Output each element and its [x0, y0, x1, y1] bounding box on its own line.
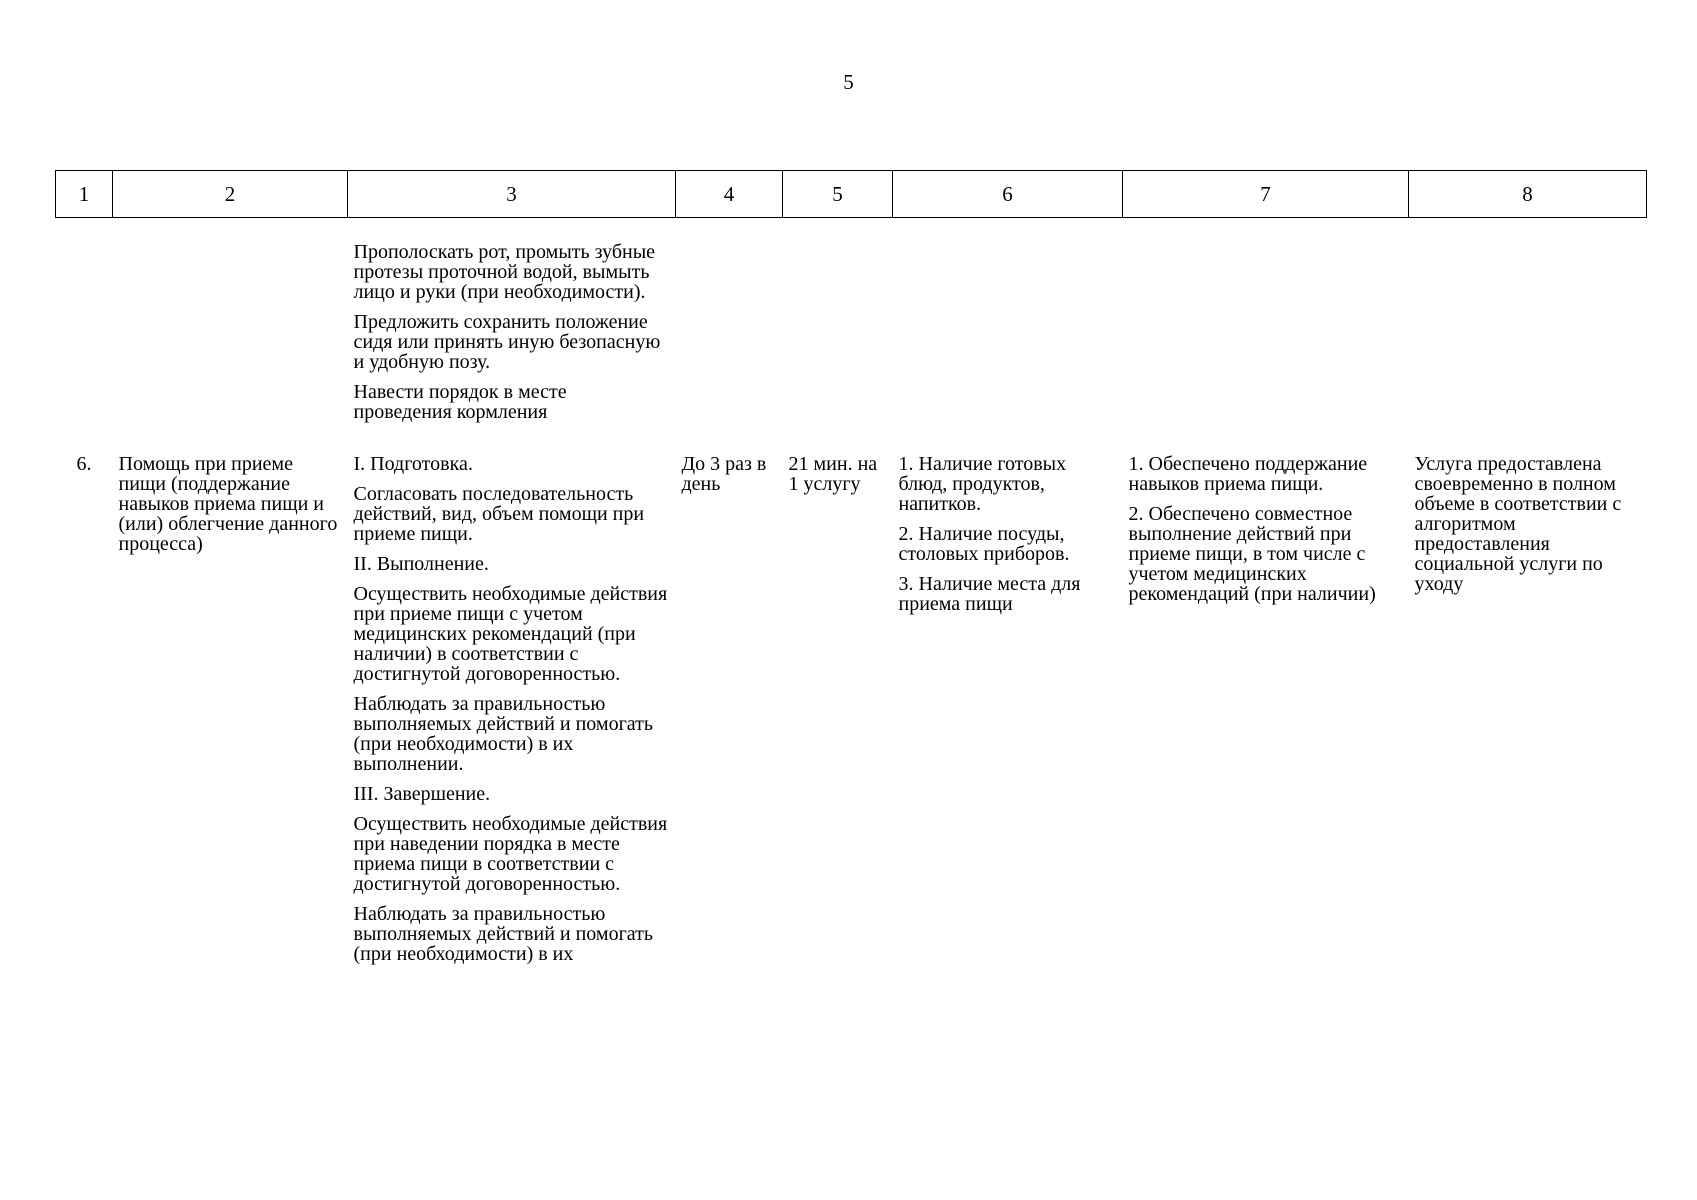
- service-duration: 21 мин. на 1 услугу: [788, 453, 878, 495]
- content-paragraph: Согласовать последовательность действий, вид, объем помощи при приеме пищи.: [353, 483, 645, 545]
- content-paragraph: Прополоскать рот, промыть зубные протезы проточной водой, вымыть лицо и руки (при необходимости).: [353, 241, 656, 303]
- column-number: 4: [676, 171, 783, 218]
- row-number: 6.: [76, 453, 92, 475]
- result-item: 2. Обеспечено совместное выполнение действий при приеме пищи, в том числе с учетом медицинских рекомендаций (при наличии): [1128, 503, 1376, 605]
- column-number: 2: [113, 171, 348, 218]
- result-item: 1. Обеспечено поддержание навыков приема пищи.: [1128, 453, 1368, 495]
- column-number: 6: [893, 171, 1123, 218]
- column-number: 1: [56, 171, 113, 218]
- service-content-cell: [348, 430, 676, 964]
- column-number: 7: [1123, 171, 1409, 218]
- continuation-content-cell: [348, 218, 676, 431]
- content-paragraph: III. Завершение.: [353, 783, 491, 805]
- column-number-header-row: [56, 171, 1647, 218]
- content-paragraph: Наблюдать за правильностью выполняемых действий и помогать (при необходимости) в их: [353, 903, 654, 965]
- content-paragraph: II. Выполнение.: [353, 553, 489, 575]
- condition-item: 1. Наличие готовых блюд, продуктов, напитков.: [898, 453, 1067, 515]
- continuation-row: [56, 218, 1647, 431]
- condition-item: 2. Наличие посуды, столовых приборов.: [898, 523, 1070, 565]
- content-paragraph: Осуществить необходимые действия при приеме пищи с учетом медицинских рекомендаций (при наличии) в соответствии с достигнутой договоренностью.: [353, 583, 668, 685]
- service-evaluation: Услуга предоставлена своевременно в полном объеме в соответствии с алгоритмом предоставления социальной услуги по уходу: [1414, 453, 1622, 595]
- service-name: Помощь при приеме пищи (поддержание навыков приема пищи и (или) облегчение данного процесса): [118, 453, 338, 555]
- services-table: [55, 170, 1647, 964]
- content-paragraph: Осуществить необходимые действия при наведении порядка в месте приема пищи в соответствии с достигнутой договоренностью.: [353, 813, 668, 895]
- service-results-cell: [1123, 430, 1409, 964]
- service-conditions-cell: [893, 430, 1123, 964]
- condition-item: 3. Наличие места для приема пищи: [898, 573, 1081, 615]
- content-paragraph: Предложить сохранить положение сидя или принять иную безопасную и удобную позу.: [353, 311, 661, 373]
- page-number: 5: [843, 70, 854, 94]
- column-number: 5: [783, 171, 893, 218]
- column-number: 3: [348, 171, 676, 218]
- content-paragraph: I. Подготовка.: [353, 453, 473, 475]
- service-row-6: [56, 430, 1647, 964]
- content-paragraph: Навести порядок в месте проведения кормления: [353, 381, 567, 423]
- column-number: 8: [1409, 171, 1647, 218]
- service-frequency: До 3 раз в день: [681, 453, 767, 495]
- content-paragraph: Наблюдать за правильностью выполняемых действий и помогать (при необходимости) в их выполнении.: [353, 693, 654, 775]
